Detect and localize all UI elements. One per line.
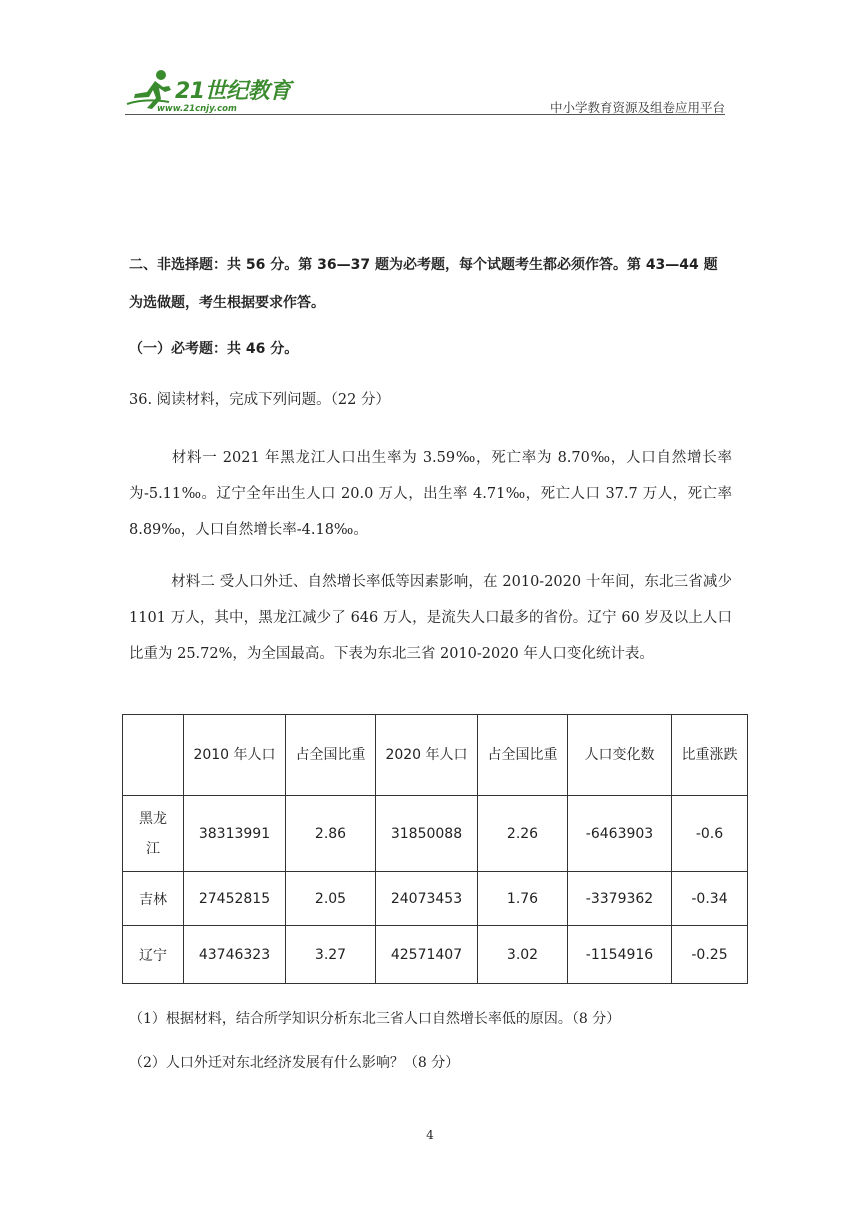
province-cell: 辽宁 (123, 926, 184, 984)
table-cell: 42571407 (376, 926, 478, 984)
table-row (123, 872, 748, 926)
table-cell: -0.34 (672, 872, 748, 926)
table-header-cell (376, 715, 478, 796)
province-cell: 吉林 (123, 872, 184, 926)
question-title: 36. 阅读材料，完成下列问题。（22 分） (129, 392, 390, 408)
table-cell: -6463903 (568, 796, 672, 872)
table-cell: 31850088 (376, 796, 478, 872)
site-logo[interactable] (125, 62, 305, 114)
header-divider (125, 114, 725, 115)
material-one (129, 440, 732, 548)
population-table (122, 714, 748, 984)
page-number: 4 (426, 1128, 434, 1142)
header-population-change: 人口变化数 (584, 747, 655, 763)
table-header-cell (286, 715, 376, 796)
table-header-cell (184, 715, 286, 796)
sub-question-1: （1）根据材料，结合所学知识分析东北三省人口自然增长率低的原因。（8 分） (129, 1011, 621, 1027)
sub-question-2: （2）人口外迁对东北经济发展有什么影响？（8 分） (129, 1055, 460, 1071)
table-header-cell (672, 715, 748, 796)
table-row (123, 926, 748, 984)
table-cell: 2.05 (286, 872, 376, 926)
section-subtitle: （一）必考题：共 46 分。 (129, 341, 299, 357)
province-heilongjiang: 黑龙江 (139, 810, 167, 857)
table-cell: 1.76 (478, 872, 568, 926)
section-title: 二、非选择题：共 56 分。第 36—37 题为必考题，每个试题考生都必须作答。第 43—44 题为选做题，考生根据要求作答。 (129, 257, 718, 311)
material-one-text: 材料一 2021 年黑龙江人口出生率为 3.59‰，死亡率为 8.70‰，人口自然增长率为-5.11‰。辽宁全年出生人口 20.0 万人，出生率 4.71‰，死亡人口 37.7 万人，死亡率 8.89‰，人口自然增长率-4.18‰。 (129, 450, 732, 538)
table-cell: 2.26 (478, 796, 568, 872)
material-two-text: 材料二 受人口外迁、自然增长率低等因素影响，在 2010-2020 十年间，东北三省减少 1101 万人，其中，黑龙江减少了 646 万人，是流失人口最多的省份。辽宁 60 岁及以上人口比重为 25.72%，为全国最高。下表为东北三省 2010-2020 年人口变化统计表。 (129, 574, 732, 662)
header-share-change: 比重涨跌 (681, 747, 738, 763)
table-cell: -0.25 (672, 926, 748, 984)
platform-name: 中小学教育资源及组卷应用平台 (549, 100, 725, 115)
page-header (125, 62, 725, 118)
table-cell: 3.02 (478, 926, 568, 984)
table-cell: 43746323 (184, 926, 286, 984)
table-cell: 3.27 (286, 926, 376, 984)
table-cell: 38313991 (184, 796, 286, 872)
header-share-2020: 占全国比重 (487, 747, 558, 763)
header-share-2010: 占全国比重 (295, 747, 366, 763)
table-cell: -1154916 (568, 926, 672, 984)
logo-url: www.21cnjy.com (157, 104, 237, 114)
table-cell: 27452815 (184, 872, 286, 926)
table-header-cell (478, 715, 568, 796)
table-row (123, 796, 748, 872)
header-2020-population: 2020 年人口 (385, 747, 468, 763)
province-cell (123, 796, 184, 872)
table-header-cell (568, 715, 672, 796)
material-two (129, 564, 732, 672)
table-cell: 2.86 (286, 796, 376, 872)
logo-text: 21世纪教育 (175, 79, 291, 104)
table-header-cell (123, 715, 184, 796)
table-cell: 24073453 (376, 872, 478, 926)
header-2010-population: 2010 年人口 (193, 747, 276, 763)
table-cell: -0.6 (672, 796, 748, 872)
table-header-row (123, 715, 748, 796)
table-cell: -3379362 (568, 872, 672, 926)
